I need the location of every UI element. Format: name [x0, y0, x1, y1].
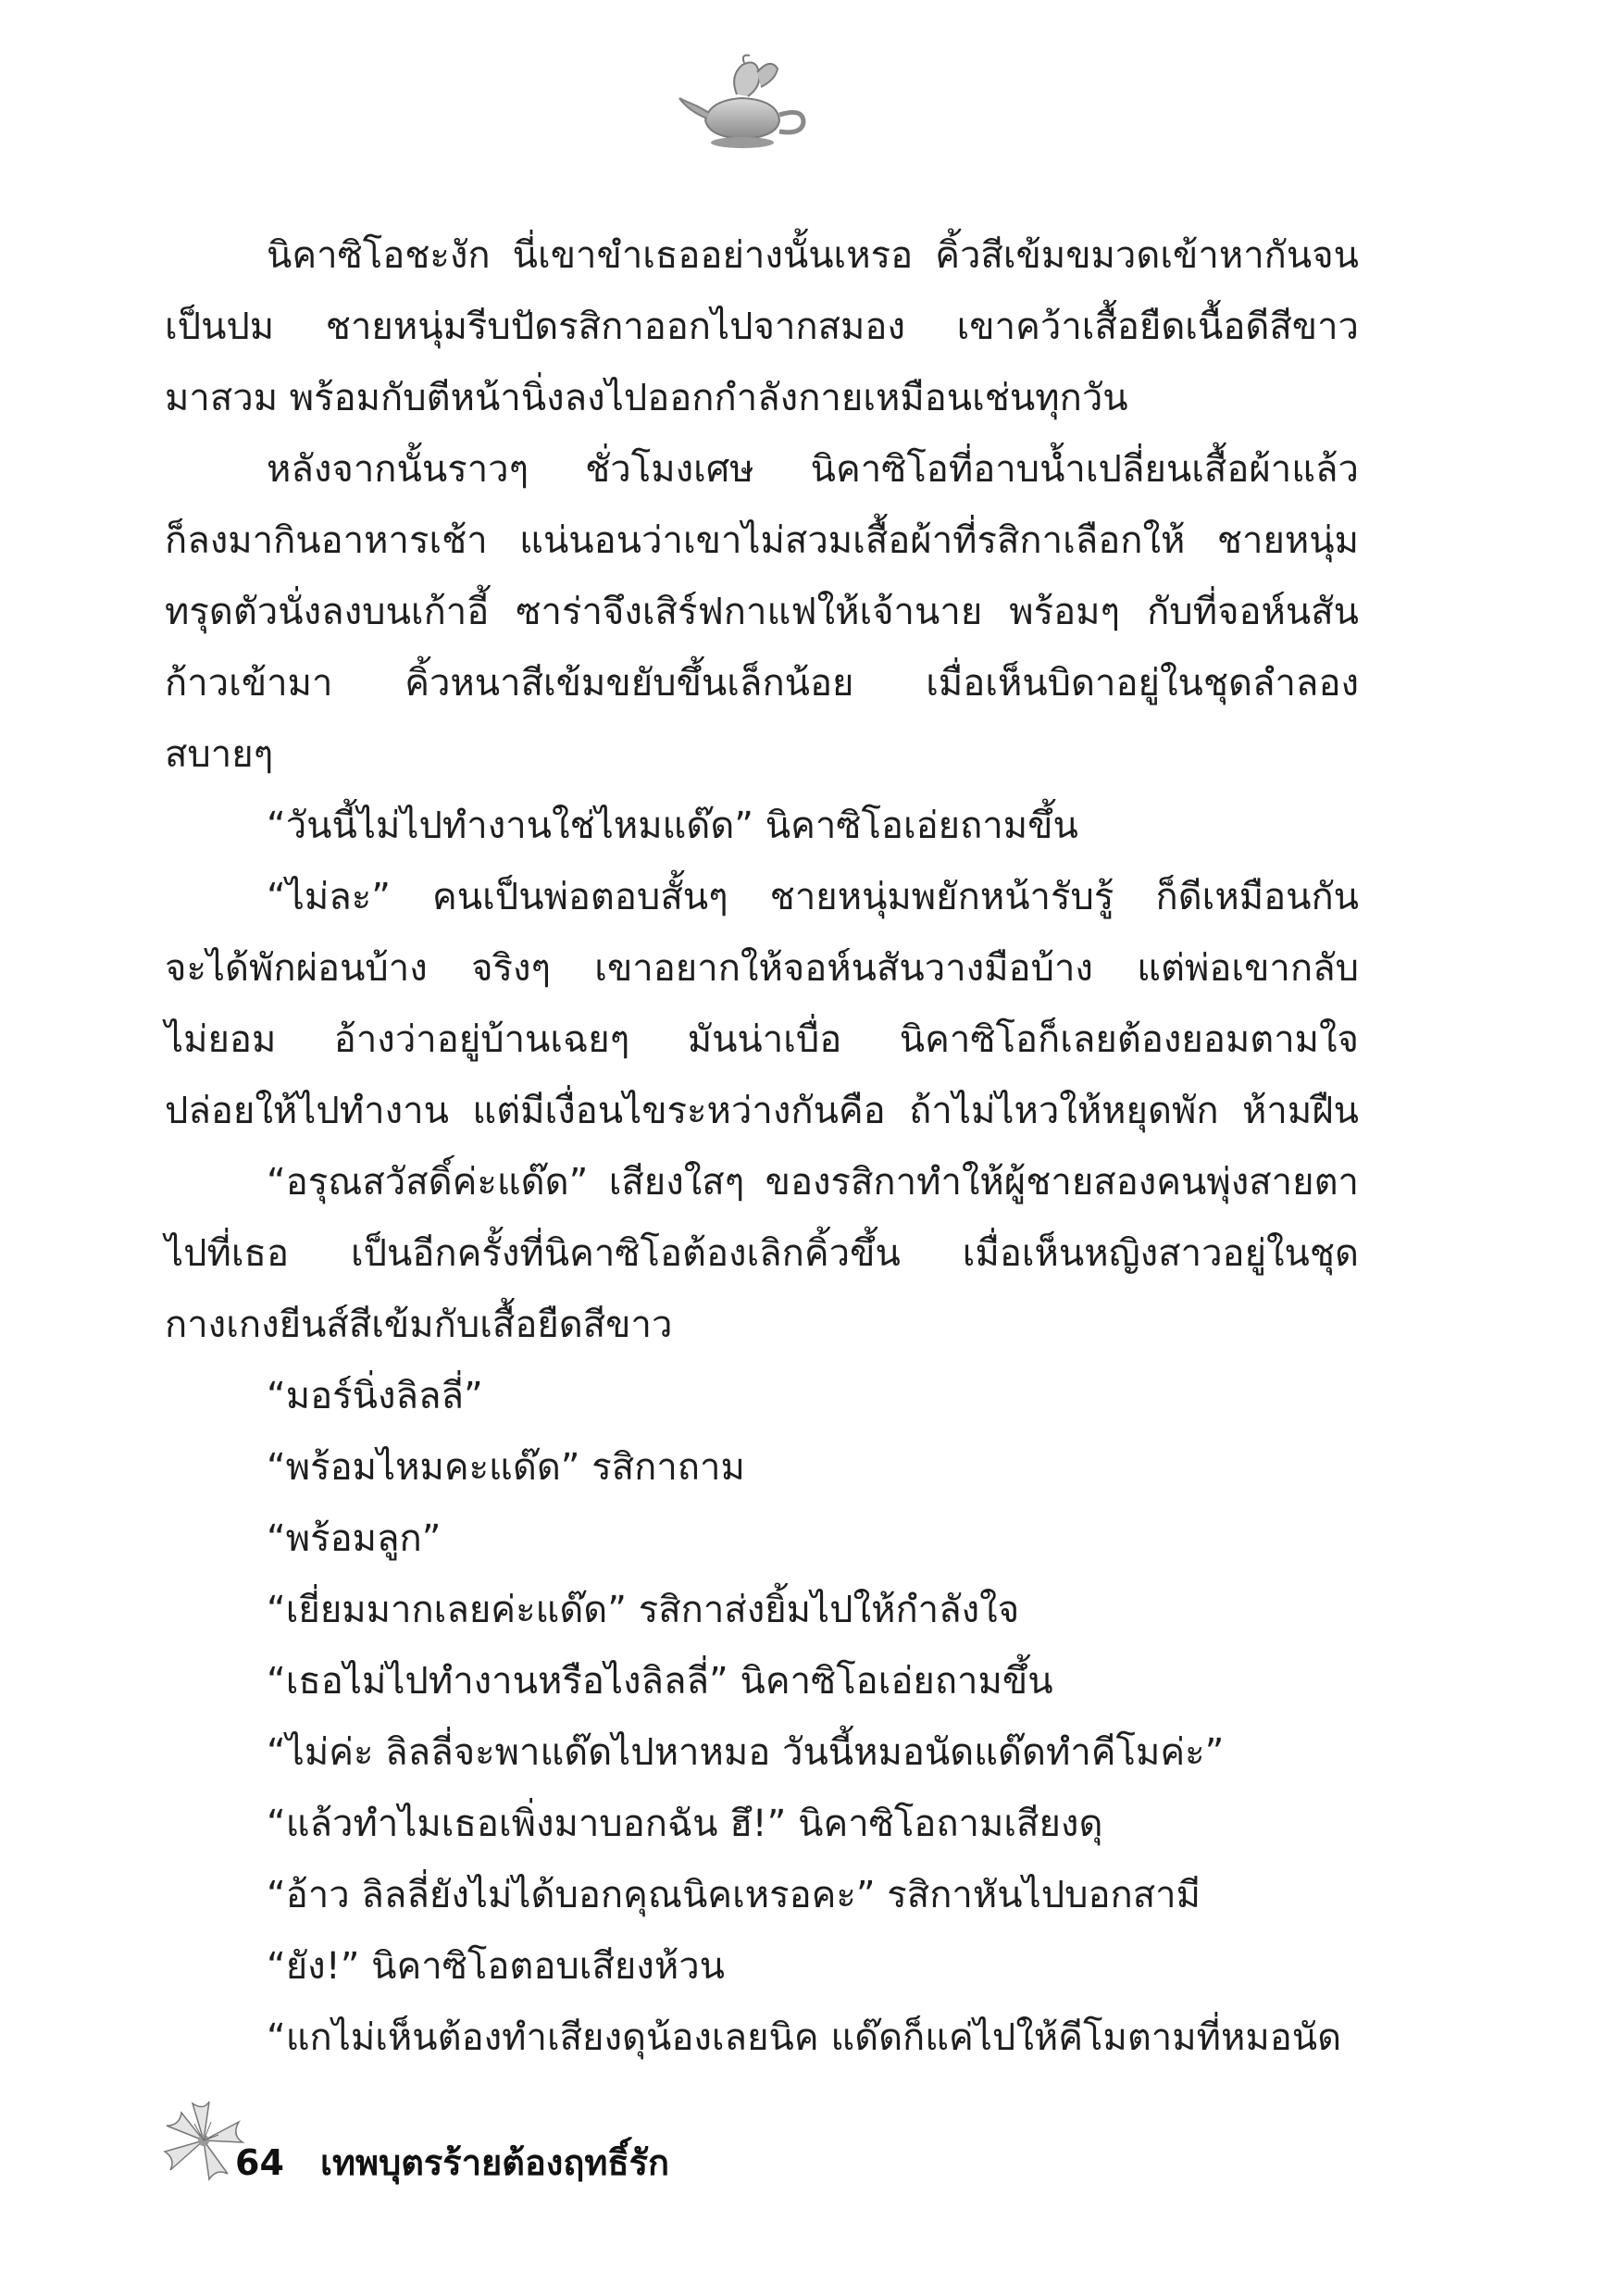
text-line: กางเกงยีนส์สีเข้มกับเสื้อยืดสีขาว: [165, 1304, 673, 1346]
text-line: หลังจากนั้นราวๆ ชั่วโมงเศษ นิคาซิโอที่อาบน้ำเปลี่ยนเสื้อผ้าแล้ว: [267, 448, 1359, 491]
text-line: “อ้าว ลิลลี่ยังไม่ได้บอกคุณนิคเหรอคะ” รสิกาหันไปบอกสามี: [267, 1874, 1201, 1916]
page-footer: [157, 2094, 990, 2196]
text-line: นิคาซิโอชะงัก นี่เขาขำเธออย่างนั้นเหรอ คิ้วสีเข้มขมวดเข้าหากันจน: [267, 234, 1359, 277]
body-text: [165, 220, 1359, 2074]
text-line: ไม่ยอม อ้างว่าอยู่บ้านเฉยๆ มันน่าเบื่อ นิคาซิโอก็เลยต้องยอมตามใจ: [165, 1018, 1359, 1061]
text-line: เป็นปม ชายหนุ่มรีบปัดรสิกาออกไปจากสมอง เขาคว้าเสื้อยืดเนื้อดีสีขาว: [165, 306, 1359, 348]
text-line: “พร้อมไหมคะแด๊ด” รสิกาถาม: [267, 1446, 745, 1489]
text-line: ก็ลงมากินอาหารเช้า แน่นอนว่าเขาไม่สวมเสื้อผ้าที่รสิกาเลือกให้ ชายหนุ่ม: [165, 519, 1359, 562]
text-line: สบายๆ: [165, 733, 274, 776]
text-line: “ยัง!” นิคาซิโอตอบเสียงห้วน: [267, 1945, 725, 1988]
text-line: “แกไม่เห็นต้องทำเสียงดุน้องเลยนิค แด๊ดก็แค่ไปให้คีโมตามที่หมอนัด: [267, 2016, 1342, 2059]
text-line: “เยี่ยมมากเลยค่ะแด๊ด” รสิกาส่งยิ้มไปให้กำลังใจ: [267, 1589, 1020, 1631]
text-line: “แล้วทำไมเธอเพิ่งมาบอกฉัน ฮึ!” นิคาซิโอถามเสียงดุ: [267, 1803, 1103, 1845]
teapot-ornament-icon: [668, 54, 816, 160]
book-title: เทพบุตรร้ายต้องฤทธิ์รัก: [320, 2142, 670, 2183]
text-line: ก้าวเข้ามา คิ้วหนาสีเข้มขยับขึ้นเล็กน้อย เมื่อเห็นบิดาอยู่ในชุดลำลอง: [165, 662, 1359, 705]
text-line: “ไม่ละ” คนเป็นพ่อตอบสั้นๆ ชายหนุ่มพยักหน้ารับรู้ ก็ดีเหมือนกัน: [267, 876, 1359, 918]
text-line: จะได้พักผ่อนบ้าง จริงๆ เขาอยากให้จอห์นสันวางมือบ้าง แต่พ่อเขากลับ: [165, 947, 1359, 990]
text-line: “เธอไม่ไปทำงานหรือไงลิลลี่” นิคาซิโอเอ่ยถามขึ้น: [267, 1660, 1053, 1703]
text-line: มาสวม พร้อมกับตีหน้านิ่งลงไปออกกำลังกายเหมือนเช่นทุกวัน: [165, 377, 1128, 419]
text-line: ทรุดตัวนั่งลงบนเก้าอี้ ซาร่าจึงเสิร์ฟกาแฟให้เจ้านาย พร้อมๆ กับที่จอห์นสัน: [165, 591, 1359, 633]
text-line: “ไม่ค่ะ ลิลลี่จะพาแด๊ดไปหาหมอ วันนี้หมอนัดแด๊ดทำคีโมค่ะ”: [267, 1731, 1225, 1774]
text-line: “พร้อมลูก”: [267, 1517, 442, 1560]
text-line: “วันนี้ไม่ไปทำงานใช่ไหมแด๊ด” นิคาซิโอเอ่ยถามขึ้น: [267, 805, 1078, 847]
page-number: 64: [235, 2142, 284, 2183]
text-line: ไปที่เธอ เป็นอีกครั้งที่นิคาซิโอต้องเลิกคิ้วขึ้น เมื่อเห็นหญิงสาวอยู่ในชุด: [165, 1232, 1359, 1275]
text-line: “อรุณสวัสดิ์ค่ะแด๊ด” เสียงใสๆ ของรสิกาทำให้ผู้ชายสองคนพุ่งสายตา: [267, 1161, 1359, 1204]
text-line: “มอร์นิ่งลิลลี่”: [267, 1375, 483, 1417]
text-line: ปล่อยให้ไปทำงาน แต่มีเงื่อนไขระหว่างกันคือ ถ้าไม่ไหวให้หยุดพัก ห้ามฝืน: [165, 1090, 1359, 1132]
